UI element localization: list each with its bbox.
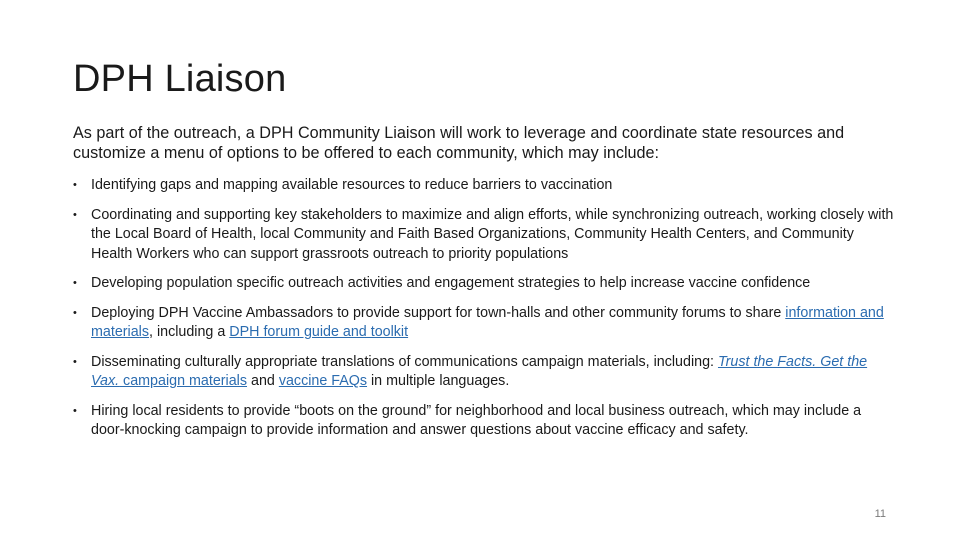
bullet-text-mid: , including a	[149, 324, 230, 340]
bullet-icon: •	[73, 208, 77, 221]
bullet-icon: •	[73, 355, 77, 368]
bullet-text: Coordinating and supporting key stakeholders to maximize and align efforts, while synchronizing outreach, working closely with the Local Board of Health, local Community and Faith Based Organizations, Community Health Centers, and Community Health Workers who can support grassroots outreach to priority populations	[91, 206, 894, 262]
bullet-list	[73, 176, 895, 451]
bullet-text-mid: and	[247, 373, 279, 389]
list-item	[73, 176, 895, 196]
list-item	[73, 402, 895, 441]
bullet-icon: •	[73, 277, 77, 289]
list-item	[73, 274, 895, 294]
list-item	[73, 353, 895, 392]
slide-title: DPH Liaison	[73, 58, 287, 100]
vaccine-faqs-link[interactable]: vaccine FAQs	[278, 373, 368, 389]
forum-guide-toolkit-link[interactable]: DPH forum guide and toolkit	[229, 324, 409, 340]
bullet-icon: •	[73, 306, 77, 319]
bullet-text: Hiring local residents to provide “boots on the ground” for neighborhood and local business outreach, which may include a door-knocking campaign to provide information and answer questions about vaccine efficacy and safety.	[91, 402, 862, 438]
campaign-slogan: Trust the Facts. Get the Vax.	[91, 353, 868, 389]
bullet-icon: •	[73, 404, 77, 417]
bullet-icon: •	[73, 179, 77, 191]
campaign-materials-label: campaign materials	[119, 373, 248, 389]
bullet-text-pre: Disseminating culturally appropriate translations of communications campaign materials, including:	[91, 353, 718, 370]
list-item	[73, 206, 895, 265]
page-number: 11	[874, 508, 886, 520]
intro-paragraph: As part of the outreach, a DPH Community Liaison will work to leverage and coordinate state resources and customize a menu of options to be offered to each community, which may include:	[73, 124, 845, 162]
bullet-text-post: in multiple languages.	[367, 373, 510, 389]
bullet-text-pre: Deploying DPH Vaccine Ambassadors to provide support for town-halls and other community forums to share	[91, 304, 786, 321]
information-materials-link[interactable]: information and materials	[91, 304, 884, 340]
list-item	[73, 304, 895, 343]
bullet-text: Developing population specific outreach activities and engagement strategies to help increase vaccine confidence	[91, 275, 811, 291]
bullet-text: Identifying gaps and mapping available resources to reduce barriers to vaccination	[91, 177, 613, 193]
